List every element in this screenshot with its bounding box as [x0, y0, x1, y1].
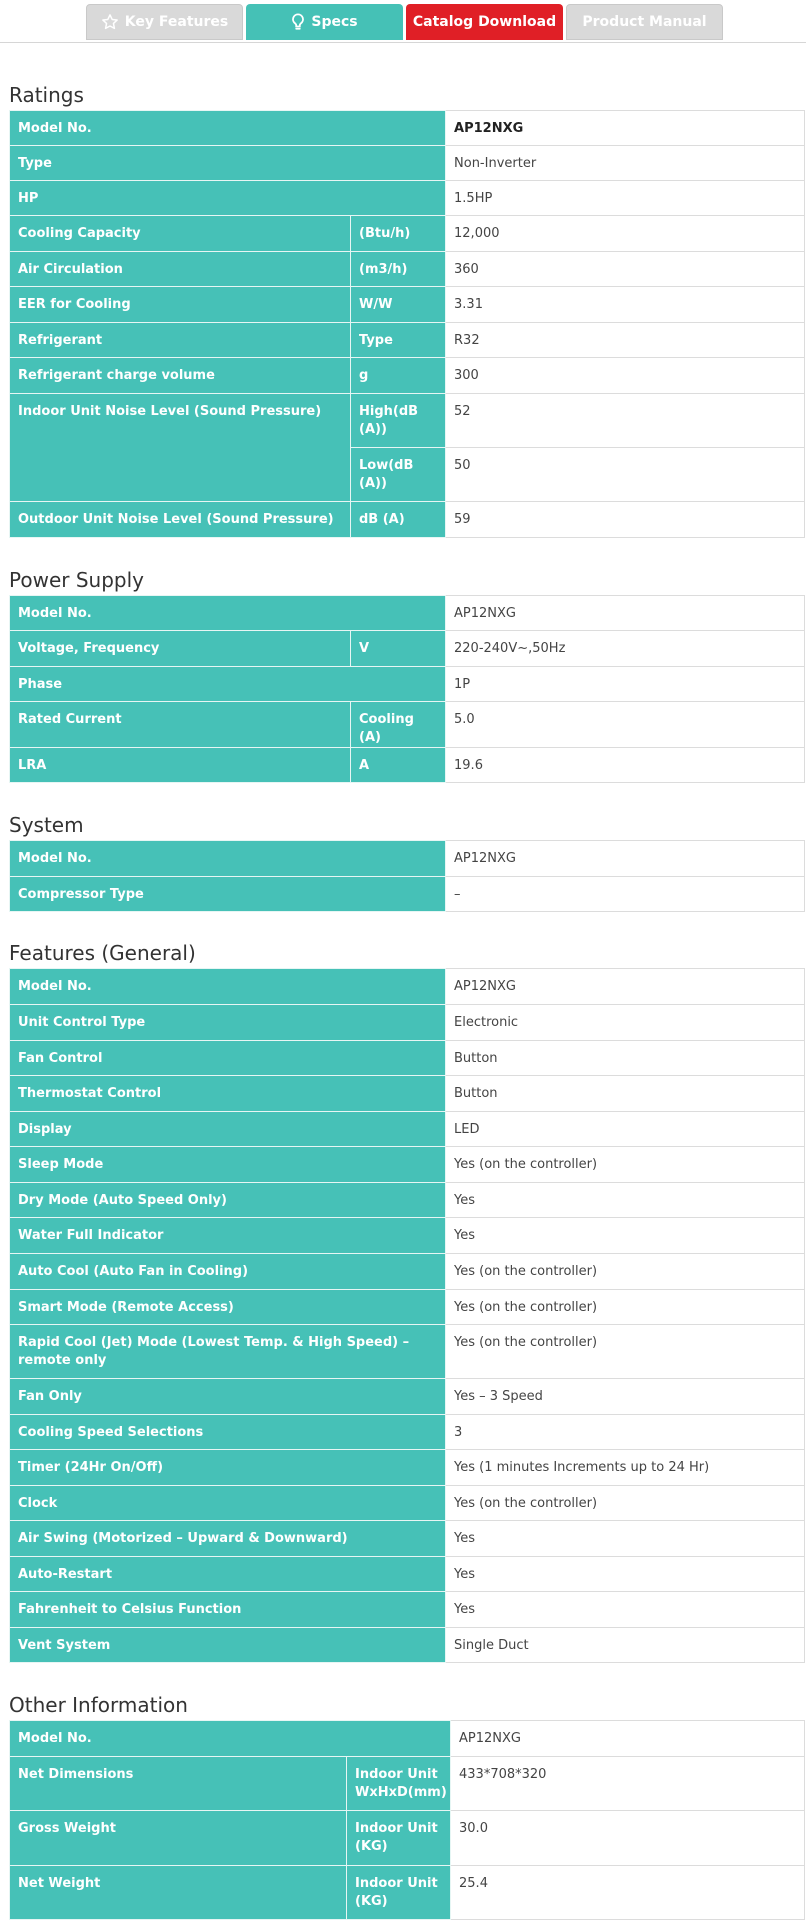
row-unit: A — [351, 748, 446, 783]
row-label: Cooling Capacity — [10, 216, 351, 252]
section-title-features: Features (General) — [9, 941, 196, 965]
row-label: Air Swing (Motorized – Upward & Downward) — [10, 1521, 446, 1557]
row-value: 1.5HP — [446, 181, 805, 216]
row-label: Clock — [10, 1486, 446, 1521]
row-label: Refrigerant — [10, 323, 351, 358]
row-value: Single Duct — [446, 1628, 805, 1663]
row-label: Compressor Type — [10, 877, 446, 912]
row-label: Cooling Speed Selections — [10, 1415, 446, 1450]
row-label: Air Circulation — [10, 252, 351, 287]
table-row — [10, 1041, 805, 1076]
table-row — [10, 667, 805, 702]
row-value: 52 — [446, 394, 805, 448]
table-row — [10, 1557, 805, 1592]
row-label: Auto-Restart — [10, 1557, 446, 1592]
table-row — [10, 1450, 805, 1486]
row-unit: Indoor Unit WxHxD(mm) — [347, 1757, 451, 1811]
row-label: Model No. — [10, 1721, 451, 1757]
row-value: LED — [446, 1112, 805, 1147]
row-value: Yes (1 minutes Increments up to 24 Hr) — [446, 1450, 805, 1486]
row-value: AP12NXG — [446, 841, 805, 877]
row-value: 12,000 — [446, 216, 805, 252]
row-value: Yes (on the controller) — [446, 1147, 805, 1183]
row-value: 19.6 — [446, 748, 805, 783]
row-value: 1P — [446, 667, 805, 702]
table-row — [10, 1757, 805, 1811]
row-unit: Type — [351, 323, 446, 358]
row-value: AP12NXG — [446, 596, 805, 631]
row-unit: (Btu/h) — [351, 216, 446, 252]
table-row — [10, 1147, 805, 1183]
tab-label: Catalog Download — [412, 14, 557, 30]
spec-tab-bar — [0, 0, 806, 43]
row-unit: g — [351, 358, 446, 394]
row-label: Fan Control — [10, 1041, 446, 1076]
row-unit: W/W — [351, 287, 446, 323]
row-value: AP12NXG — [451, 1721, 805, 1757]
row-value: Yes (on the controller) — [446, 1486, 805, 1521]
table-row — [10, 1290, 805, 1325]
table-row — [10, 146, 805, 181]
row-unit: Indoor Unit (KG) — [347, 1811, 451, 1866]
tab-label: Key Features — [124, 14, 229, 30]
features-table — [9, 968, 805, 1663]
table-row — [10, 748, 805, 783]
table-row — [10, 111, 805, 146]
section-title-ratings: Ratings — [9, 83, 84, 107]
row-value: R32 — [446, 323, 805, 358]
table-row — [10, 287, 805, 323]
table-row — [10, 1183, 805, 1218]
table-row — [10, 1628, 805, 1663]
row-label: Timer (24Hr On/Off) — [10, 1450, 446, 1486]
row-unit: Low(dB (A)) — [351, 448, 446, 502]
row-label: Model No. — [10, 969, 446, 1005]
section-title-other-information: Other Information — [9, 1693, 188, 1717]
row-value: Yes — [446, 1521, 805, 1557]
table-row — [10, 1218, 805, 1254]
tab-specs[interactable] — [246, 4, 403, 40]
row-label: Phase — [10, 667, 446, 702]
ratings-table — [9, 110, 805, 538]
tab-product-manual[interactable] — [566, 4, 723, 40]
row-value: 3.31 — [446, 287, 805, 323]
table-row — [10, 1325, 805, 1379]
row-value: Yes (on the controller) — [446, 1290, 805, 1325]
row-label: Dry Mode (Auto Speed Only) — [10, 1183, 446, 1218]
row-value: Yes — [446, 1557, 805, 1592]
table-row — [10, 252, 805, 287]
row-label: Display — [10, 1112, 446, 1147]
table-row — [10, 358, 805, 394]
row-label: Fahrenheit to Celsius Function — [10, 1592, 446, 1628]
table-row — [10, 323, 805, 358]
table-row — [10, 1486, 805, 1521]
row-label: Fan Only — [10, 1379, 446, 1415]
row-label: Model No. — [10, 111, 446, 146]
table-row — [10, 1866, 805, 1920]
row-unit: (m3/h) — [351, 252, 446, 287]
section-title-system: System — [9, 813, 84, 837]
row-value: Yes — [446, 1592, 805, 1628]
star-icon — [101, 13, 119, 31]
row-value: – — [446, 877, 805, 912]
tab-label: Product Manual — [582, 14, 707, 30]
row-label: Model No. — [10, 596, 446, 631]
table-row — [10, 1721, 805, 1757]
table-row — [10, 1379, 805, 1415]
row-value: 300 — [446, 358, 805, 394]
row-label: Rapid Cool (Jet) Mode (Lowest Temp. & High Speed) – remote only — [10, 1325, 446, 1379]
row-value: Yes — [446, 1218, 805, 1254]
row-label: Type — [10, 146, 446, 181]
row-label: Vent System — [10, 1628, 446, 1663]
row-label: Gross Weight — [10, 1811, 347, 1866]
row-unit: dB (A) — [351, 502, 446, 538]
table-row — [10, 394, 805, 448]
power-supply-table — [9, 595, 805, 783]
row-value: Yes — [446, 1183, 805, 1218]
table-row — [10, 1592, 805, 1628]
row-label: Voltage, Frequency — [10, 631, 351, 667]
row-value: Button — [446, 1076, 805, 1112]
row-value: Yes – 3 Speed — [446, 1379, 805, 1415]
table-row — [10, 969, 805, 1005]
row-label: Smart Mode (Remote Access) — [10, 1290, 446, 1325]
row-unit: V — [351, 631, 446, 667]
row-label: Net Dimensions — [10, 1757, 347, 1811]
row-label: HP — [10, 181, 446, 216]
table-row — [10, 631, 805, 667]
table-row — [10, 841, 805, 877]
row-label: Unit Control Type — [10, 1005, 446, 1041]
row-value: 30.0 — [451, 1811, 805, 1866]
table-row — [10, 216, 805, 252]
table-row — [10, 1811, 805, 1866]
tab-label: Specs — [311, 14, 358, 30]
row-value: 25.4 — [451, 1866, 805, 1920]
other-information-table — [9, 1720, 805, 1920]
tab-catalog-download[interactable] — [406, 4, 563, 40]
row-value: 433*708*320 — [451, 1757, 805, 1811]
row-value: AP12NXG — [446, 969, 805, 1005]
table-row — [10, 181, 805, 216]
section-title-power-supply: Power Supply — [9, 568, 144, 592]
row-label: LRA — [10, 748, 351, 783]
lightbulb-icon — [291, 13, 305, 31]
row-label: Sleep Mode — [10, 1147, 446, 1183]
table-row — [10, 1415, 805, 1450]
row-label: Auto Cool (Auto Fan in Cooling) — [10, 1254, 446, 1290]
row-unit: High(dB (A)) — [351, 394, 446, 448]
row-value: Electronic — [446, 1005, 805, 1041]
table-row — [10, 502, 805, 538]
row-value: 3 — [446, 1415, 805, 1450]
row-value: 59 — [446, 502, 805, 538]
row-label: Indoor Unit Noise Level (Sound Pressure) — [10, 394, 351, 502]
table-row — [10, 1005, 805, 1041]
row-label: EER for Cooling — [10, 287, 351, 323]
row-label: Net Weight — [10, 1866, 347, 1920]
table-row — [10, 1076, 805, 1112]
row-unit: Cooling (A) — [351, 702, 446, 748]
row-label: Refrigerant charge volume — [10, 358, 351, 394]
row-label: Rated Current — [10, 702, 351, 748]
row-label: Outdoor Unit Noise Level (Sound Pressure) — [10, 502, 351, 538]
row-unit: Indoor Unit (KG) — [347, 1866, 451, 1920]
table-row — [10, 1112, 805, 1147]
row-value: 220-240V~,50Hz — [446, 631, 805, 667]
row-label: Model No. — [10, 841, 446, 877]
table-row — [10, 877, 805, 912]
table-row — [10, 702, 805, 748]
table-row — [10, 596, 805, 631]
row-value: Yes (on the controller) — [446, 1325, 805, 1379]
row-value: AP12NXG — [446, 111, 805, 146]
tab-key-features[interactable] — [86, 4, 243, 40]
row-label: Water Full Indicator — [10, 1218, 446, 1254]
system-table — [9, 840, 805, 912]
row-value: 50 — [446, 448, 805, 502]
row-value: Yes (on the controller) — [446, 1254, 805, 1290]
row-value: Non-Inverter — [446, 146, 805, 181]
table-row — [10, 1521, 805, 1557]
table-row — [10, 1254, 805, 1290]
row-value: 360 — [446, 252, 805, 287]
row-value: Button — [446, 1041, 805, 1076]
row-label: Thermostat Control — [10, 1076, 446, 1112]
row-value: 5.0 — [446, 702, 805, 748]
